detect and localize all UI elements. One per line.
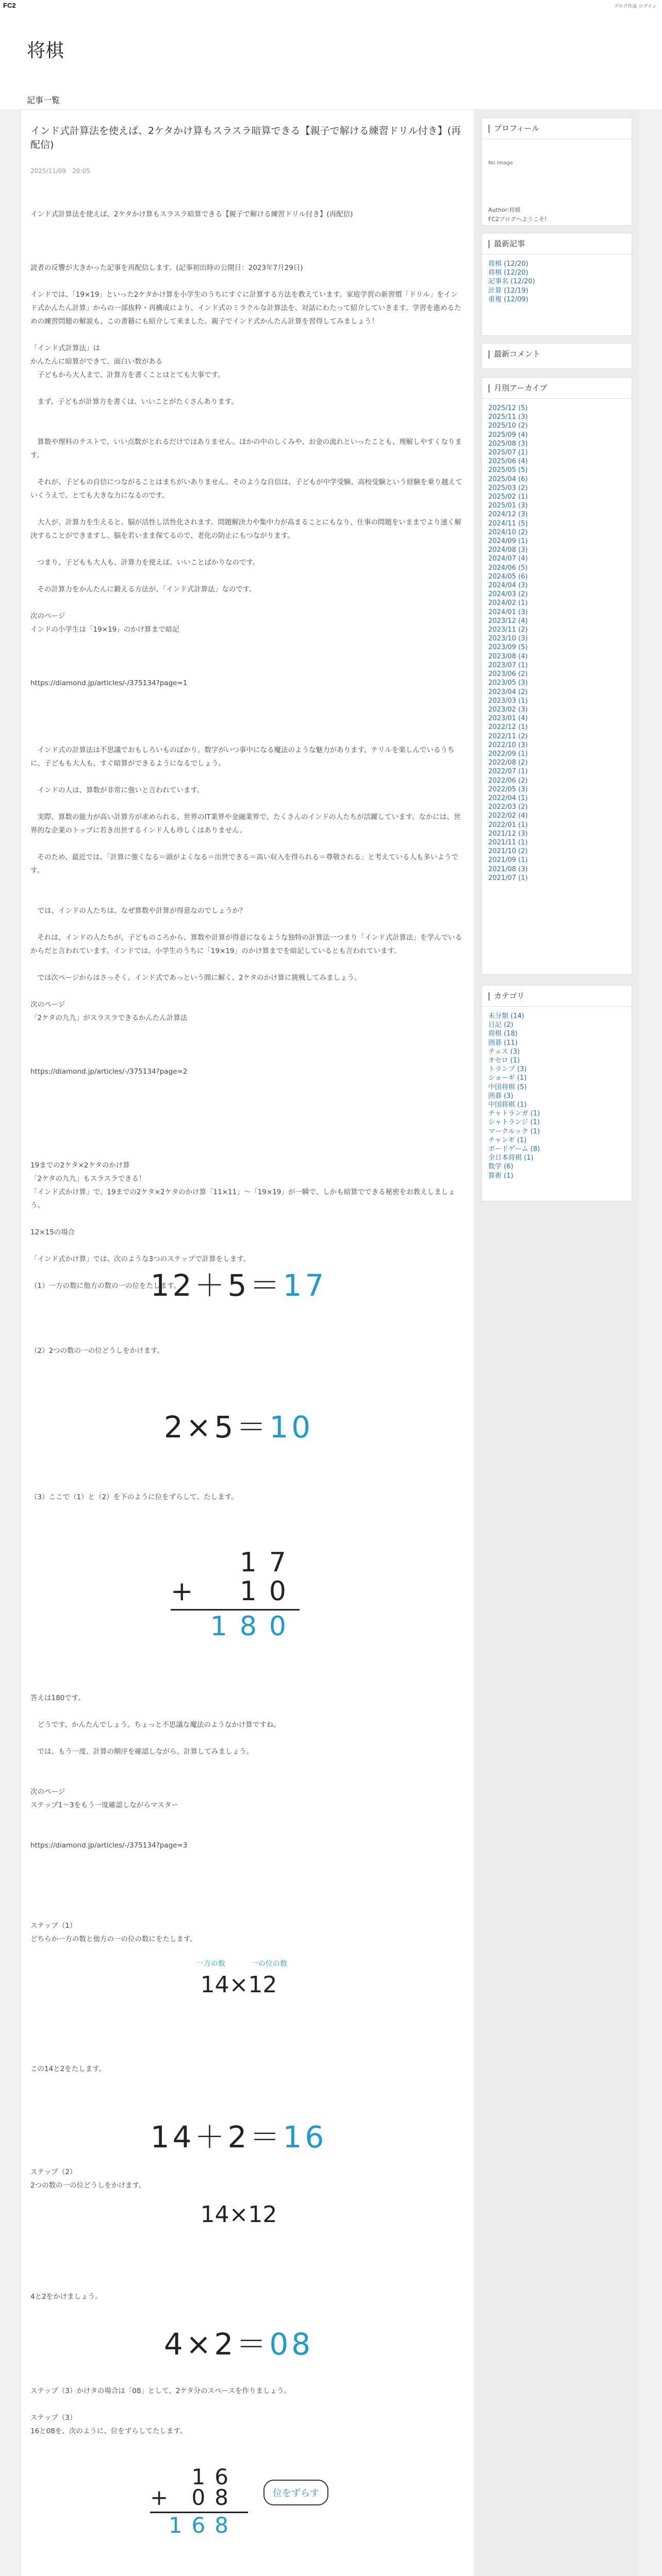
equation-figure: 14＋2＝16 xyxy=(150,2120,327,2155)
article-body-part-5 xyxy=(30,2062,465,2076)
archive-item[interactable]: 2025/12 (5) xyxy=(488,404,528,412)
category-item[interactable]: チェス (3) xyxy=(488,1047,520,1056)
article-date: 2025/11/09 20:05 xyxy=(30,167,90,175)
recent-posts-list xyxy=(482,255,632,309)
speech-bubble: 位をずらす xyxy=(263,2480,328,2505)
article-body-part-3 xyxy=(30,1490,465,1504)
archive-item[interactable]: 2022/10 (3) xyxy=(488,741,528,749)
archive-item[interactable]: 2022/01 (1) xyxy=(488,821,528,829)
plus-sign: + xyxy=(150,2485,169,2510)
equation-operand: 12 xyxy=(150,1268,195,1303)
equation-operand: 4 xyxy=(163,2327,186,2362)
archive-item[interactable]: 2022/02 (4) xyxy=(488,812,528,820)
archive-item[interactable]: 2024/09 (1) xyxy=(488,537,528,546)
addition-bottom: 08 xyxy=(191,2485,238,2510)
equation-figure: 4×2＝08 xyxy=(163,2327,314,2362)
archive-item[interactable]: 2025/06 (4) xyxy=(488,457,528,466)
category-item[interactable]: 将棋 (18) xyxy=(488,1030,518,1038)
equation-operand: 5 xyxy=(227,1268,250,1303)
category-item[interactable]: ボードゲーム (8) xyxy=(488,1145,540,1154)
equation-operand: 2 xyxy=(227,2120,250,2155)
sidebar xyxy=(475,109,638,2576)
archive-item[interactable]: 2024/10 (2) xyxy=(488,528,528,536)
fc2-logo[interactable]: FC2 xyxy=(3,2,16,9)
category-item[interactable]: 中国将棋 (1) xyxy=(488,1101,527,1109)
category-widget xyxy=(482,985,632,1201)
archive-item[interactable]: 2023/04 (2) xyxy=(488,688,528,696)
archive-item[interactable]: 2025/10 (2) xyxy=(488,422,528,430)
addition-answer: 168 xyxy=(168,2513,238,2538)
expression-figure: 14×12 xyxy=(200,2201,277,2228)
labeled-expression-figure xyxy=(21,1958,456,1999)
recent-post-item[interactable]: 将棋 (12/20) xyxy=(488,269,528,277)
archive-list xyxy=(482,399,632,888)
archive-item[interactable]: 2022/05 (3) xyxy=(488,785,528,793)
site-header xyxy=(0,11,662,109)
recent-heading: 最新記事 xyxy=(494,239,525,248)
archive-item[interactable]: 2024/05 (6) xyxy=(488,572,528,581)
vertical-addition-figure xyxy=(21,2464,456,2538)
profile-widget xyxy=(482,117,632,226)
article-text: ステップ（2） 2つの数の一の位どうしをかけます。 xyxy=(30,2168,146,2190)
recent-post-item[interactable]: 記事名 (12/20) xyxy=(488,278,535,286)
category-item[interactable]: チャンギ (1) xyxy=(488,1136,527,1144)
archive-item[interactable]: 2023/01 (4) xyxy=(488,715,528,723)
article-body-part-6 xyxy=(30,2165,465,2192)
article-body-part-1 xyxy=(30,208,465,1293)
article-column xyxy=(21,109,474,2576)
recent-comments-widget xyxy=(482,343,632,369)
expression: 14×12 xyxy=(200,1972,277,1998)
no-image: No Image xyxy=(488,160,514,166)
profile-welcome: FC2ブログへようこそ! xyxy=(488,216,547,223)
category-item[interactable]: オセロ (1) xyxy=(488,1057,520,1065)
archive-item[interactable]: 2022/03 (2) xyxy=(488,803,528,811)
equation-answer: 10 xyxy=(269,1410,314,1445)
equation-figure: 12＋5＝17 xyxy=(150,1268,327,1303)
category-item[interactable]: トランプ (3) xyxy=(488,1065,527,1074)
equation-answer: 16 xyxy=(283,2120,327,2155)
article-text: ステップ（3）かけタの場合は「08」として、2ケタ分のスペースを作りましょう。 ステップ（3） 16と08を、次のように、位をずらしてたします。 xyxy=(30,2387,291,2435)
category-item[interactable]: 算術 (1) xyxy=(488,1172,514,1180)
article-text: インド式計算法を使えば、2ケタかけ算もスラスラ暗算できる【親子で解ける練習ドリル付き】(再配信) 読者の反響が大きかった記事を再配信します。(記事初出時の公開日：2023年7月29日) インドでは、「19×19」といった2ケタかけ算を小学生のうちにすぐに計算する方法を教えています。家庭学習の新習慣「ドリル」をインド式かんたん計算」からの一部抜粋・再構成により、インド式のミラクルな計算法を、対話にわたって紹介していきます。学習を進めるための練習問題の解説も、この書籍にも紹介して来ました。親子でインド式かんたん計算を習得してみましょう！ 「インド式計算法」は かんたんに暗算ができて、面白い数がある 子どもから大人まで、計算方を書くことはとても大事です。 まず、子どもが計算方を書くは、いいことがたくさんあります。 算数や理科のテストで、いい点数がとれるだけではありません。ほかの中のしくみや、お金の流れといったことも、理解しやすくなります。 それが、子どもの自信につながることはまちがいありません。そのような自信は、子どもが中学受験、高校受験という経験を乗り越えていくうえで、とても大きな力になるのです。 大人が、計算力を生えると、脳が活性し活性化されます。問題解決力や集中力が高まることにもなり、仕事の問題をいままでより速く解決することができますし、脳を若いまま保てるので、老化の防止にもつながります。 つまり、子どもも大人も、計算力を使えば、いいことばかりなのです。 その計算力をかんたんに鍛える方法が、「インド式計算法」なのです。 次のページ インドの小学生は「19×19」のかけ算まで暗記 https://diamond.jp/articles/-/375134?page=1 インド式の計算法は不思議でおもしろいものばかり。数字がいつ事中になる魔法のような魅力があります。テリルを楽しんでいるうちに、子どもも大人も、すぐ暗算ができるようになるでしょう。 インドの人は、算数が非常に強いと言われています。 実際、算数の能力が高い計算方が求められる、世界のIT業界や金融業界で、たくさんのインドの人たちが活躍しています。なかには、世界的な企業のトップに若き出世するインド人も珍しくはありません。 そのため、最近では、「計算に強くなる＝頭がよくなる＝出世できる＝高い収入を得られる＝尊敬される」と考えている人も多いようです。 では、インドの人たちは、なぜ算数や計算が得意なのでしょうか？ それは、インドの人たちが、子どものころから、算数や計算が得意になるような独特の計算法一つまり「インド式計算法」を学んでいるからだと言われています。インドでは、小学生のうちに「19×19」のかけ算までを暗記しているとも言われています。 では次ページからはさっそく、インド式であっという間に解く、2ケタのかけ算に挑戦してみましょう。 次のページ 「2ケタの九九」がスラスラできるかんたん計算法 https://diamond.jp/articles/-/375134?page=2 19までの2ケタ×2ケタのかけ算 「2ケタの九九」もスラスラできる！ 「インド式かけ算」で、19までの2ケタ×2ケタのかけ算「11×11」～「19×19」が一瞬で、しかも暗算でできる秘密をお教えしましょう。 12×15の場合 「インド式かけ算」では、次のような3つのステップで計算をします。 （1）一方の数に他方の数の一の位をたします。 xyxy=(30,210,462,1290)
fc2-toolbar xyxy=(0,0,662,12)
archive-item[interactable]: 2022/12 (1) xyxy=(488,723,528,732)
recent-post-item[interactable]: 計算 (12/19) xyxy=(488,286,528,295)
category-item[interactable]: 数学 (6) xyxy=(488,1163,514,1171)
category-item[interactable]: 全日本将棋 (1) xyxy=(488,1154,534,1162)
article-text: （3）ここで（1）と（2）を下のように位をずらして、たします。 xyxy=(30,1493,238,1501)
category-item[interactable]: ショーギ (1) xyxy=(488,1074,527,1082)
archive-item[interactable]: 2025/11 (3) xyxy=(488,413,528,421)
addition-top: 17 xyxy=(239,1547,299,1578)
archive-item[interactable]: 2024/02 (1) xyxy=(488,599,528,607)
plus-sign: + xyxy=(171,1576,193,1607)
category-item[interactable]: 囲碁 (3) xyxy=(488,1092,514,1100)
archive-heading: 月別アーカイブ xyxy=(494,383,548,393)
comments-heading: 最新コメント xyxy=(494,349,541,359)
article-body-part-4 xyxy=(30,1691,465,1946)
category-heading: カテゴリ xyxy=(494,991,525,1001)
archive-item[interactable]: 2024/08 (3) xyxy=(488,546,528,554)
category-item[interactable]: 囲碁 (11) xyxy=(488,1039,518,1047)
equation-operand: 5 xyxy=(214,1410,237,1445)
archive-item[interactable]: 2023/06 (2) xyxy=(488,670,528,679)
archive-item[interactable]: 2025/09 (4) xyxy=(488,431,528,439)
archive-item[interactable]: 2022/06 (2) xyxy=(488,776,528,785)
category-item[interactable]: 中国将棋 (5) xyxy=(488,1083,527,1091)
addition-bottom: 10 xyxy=(239,1576,299,1607)
archive-item[interactable]: 2024/04 (3) xyxy=(488,582,528,590)
equation-figure: 2×5＝10 xyxy=(163,1410,314,1445)
archive-item[interactable]: 2022/11 (2) xyxy=(488,732,528,740)
equation-operand: 2 xyxy=(163,1410,186,1445)
archive-item[interactable]: 2024/07 (4) xyxy=(488,555,528,563)
archive-item[interactable]: 2021/08 (3) xyxy=(488,865,528,873)
article-body-part-7 xyxy=(30,2290,465,2303)
article-body-part-2 xyxy=(30,1344,465,1358)
archive-item[interactable]: 2023/09 (5) xyxy=(488,643,528,652)
equation-operand: 2 xyxy=(214,2327,237,2362)
recent-post-item[interactable]: 将棋 (12/20) xyxy=(488,260,528,268)
archive-item[interactable]: 2023/07 (1) xyxy=(488,661,528,669)
article-title[interactable]: インド式計算法を使えば、2ケタかけ算もスラスラ暗算できる【親子で解ける練習ドリル付き】(再配信) xyxy=(30,125,461,150)
label-ones-digit: 一の位の数 xyxy=(251,1960,287,1968)
label-one-number: 一方の数 xyxy=(196,1960,225,1968)
archive-item[interactable]: 2024/11 (5) xyxy=(488,519,528,528)
archive-item[interactable]: 2022/07 (1) xyxy=(488,768,528,776)
article-text: （2）2つの数の一の位どうしをかけます。 xyxy=(30,1347,164,1355)
equation-answer: 17 xyxy=(283,1268,327,1303)
recent-post-item[interactable]: 重複 (12/09) xyxy=(488,295,528,303)
category-list xyxy=(482,1007,632,1185)
archive-item[interactable]: 2023/10 (3) xyxy=(488,635,528,643)
nav-article-list[interactable]: 記事一覧 xyxy=(27,95,60,105)
archive-item[interactable]: 2023/11 (2) xyxy=(488,626,528,634)
article-text: 4と2をかけましょう。 xyxy=(30,2293,102,2301)
archive-item[interactable]: 2022/04 (1) xyxy=(488,794,528,802)
archive-item[interactable]: 2023/05 (3) xyxy=(488,679,528,687)
article-text: この14と2をたします。 xyxy=(30,2065,106,2073)
profile-heading: プロフィール xyxy=(494,124,540,133)
article-body-part-8 xyxy=(30,2384,465,2438)
addition-top: 16 xyxy=(191,2464,238,2489)
archive-item[interactable]: 2025/03 (2) xyxy=(488,484,528,492)
archive-item[interactable]: 2025/05 (5) xyxy=(488,466,528,474)
category-item[interactable]: チャトランガ (1) xyxy=(488,1110,540,1118)
archive-item[interactable]: 2021/12 (3) xyxy=(488,829,528,838)
archive-item[interactable]: 2025/01 (3) xyxy=(488,502,528,510)
archive-widget xyxy=(482,377,632,975)
archive-item[interactable]: 2023/08 (4) xyxy=(488,652,528,660)
recent-posts-widget xyxy=(482,233,632,336)
archive-item[interactable]: 2021/11 (1) xyxy=(488,838,528,846)
archive-item[interactable]: 2024/01 (3) xyxy=(488,608,528,616)
site-title[interactable]: 将棋 xyxy=(27,40,64,61)
archive-item[interactable]: 2025/08 (3) xyxy=(488,439,528,448)
category-item[interactable]: マークルック (1) xyxy=(488,1127,540,1136)
archive-item[interactable]: 2024/03 (2) xyxy=(488,590,528,599)
article-text: 答えは180です。 どうです、かんたんでしょう。ちょっと不思議な魔法のようなかけ算ですね。 では、もう一度、計算の順序を確認しながら、計算してみましょう。 次のページ ステップ1～3をもう一度確認しながらマスター https://diamond.jp/articles/-/375134?page=3 ステップ（1） どちらか一方の数と他方の一の位の数にをたします。 xyxy=(30,1694,280,1943)
equation-answer: 08 xyxy=(269,2327,314,2362)
category-item[interactable]: 未分類 (14) xyxy=(488,1012,524,1020)
archive-item[interactable]: 2021/10 (2) xyxy=(488,848,528,856)
archive-item[interactable]: 2024/06 (5) xyxy=(488,564,528,572)
fc2-login-links[interactable]: ブログ作成 ログイン xyxy=(614,4,657,9)
archive-item[interactable]: 2023/12 (4) xyxy=(488,617,528,625)
archive-item[interactable]: 2023/03 (1) xyxy=(488,697,528,705)
archive-item[interactable]: 2021/07 (1) xyxy=(488,874,528,882)
equation-operand: 14 xyxy=(150,2120,195,2155)
archive-item[interactable]: 2022/09 (1) xyxy=(488,750,528,758)
category-item[interactable]: シャトランジ (1) xyxy=(488,1118,540,1127)
category-item[interactable]: 日記 (2) xyxy=(488,1021,514,1029)
archive-item[interactable]: 2023/02 (3) xyxy=(488,705,528,714)
archive-item[interactable]: 2025/02 (1) xyxy=(488,493,528,501)
archive-item[interactable]: 2021/09 (1) xyxy=(488,856,528,865)
archive-item[interactable]: 2025/07 (1) xyxy=(488,449,528,457)
profile-author: Author:将棋 xyxy=(488,207,521,213)
vertical-addition-figure xyxy=(21,1547,456,1642)
archive-item[interactable]: 2024/12 (3) xyxy=(488,511,528,519)
sum-line xyxy=(171,1609,300,1611)
archive-item[interactable]: 2022/08 (2) xyxy=(488,759,528,767)
addition-answer: 180 xyxy=(210,1611,299,1642)
archive-item[interactable]: 2025/04 (6) xyxy=(488,475,528,483)
